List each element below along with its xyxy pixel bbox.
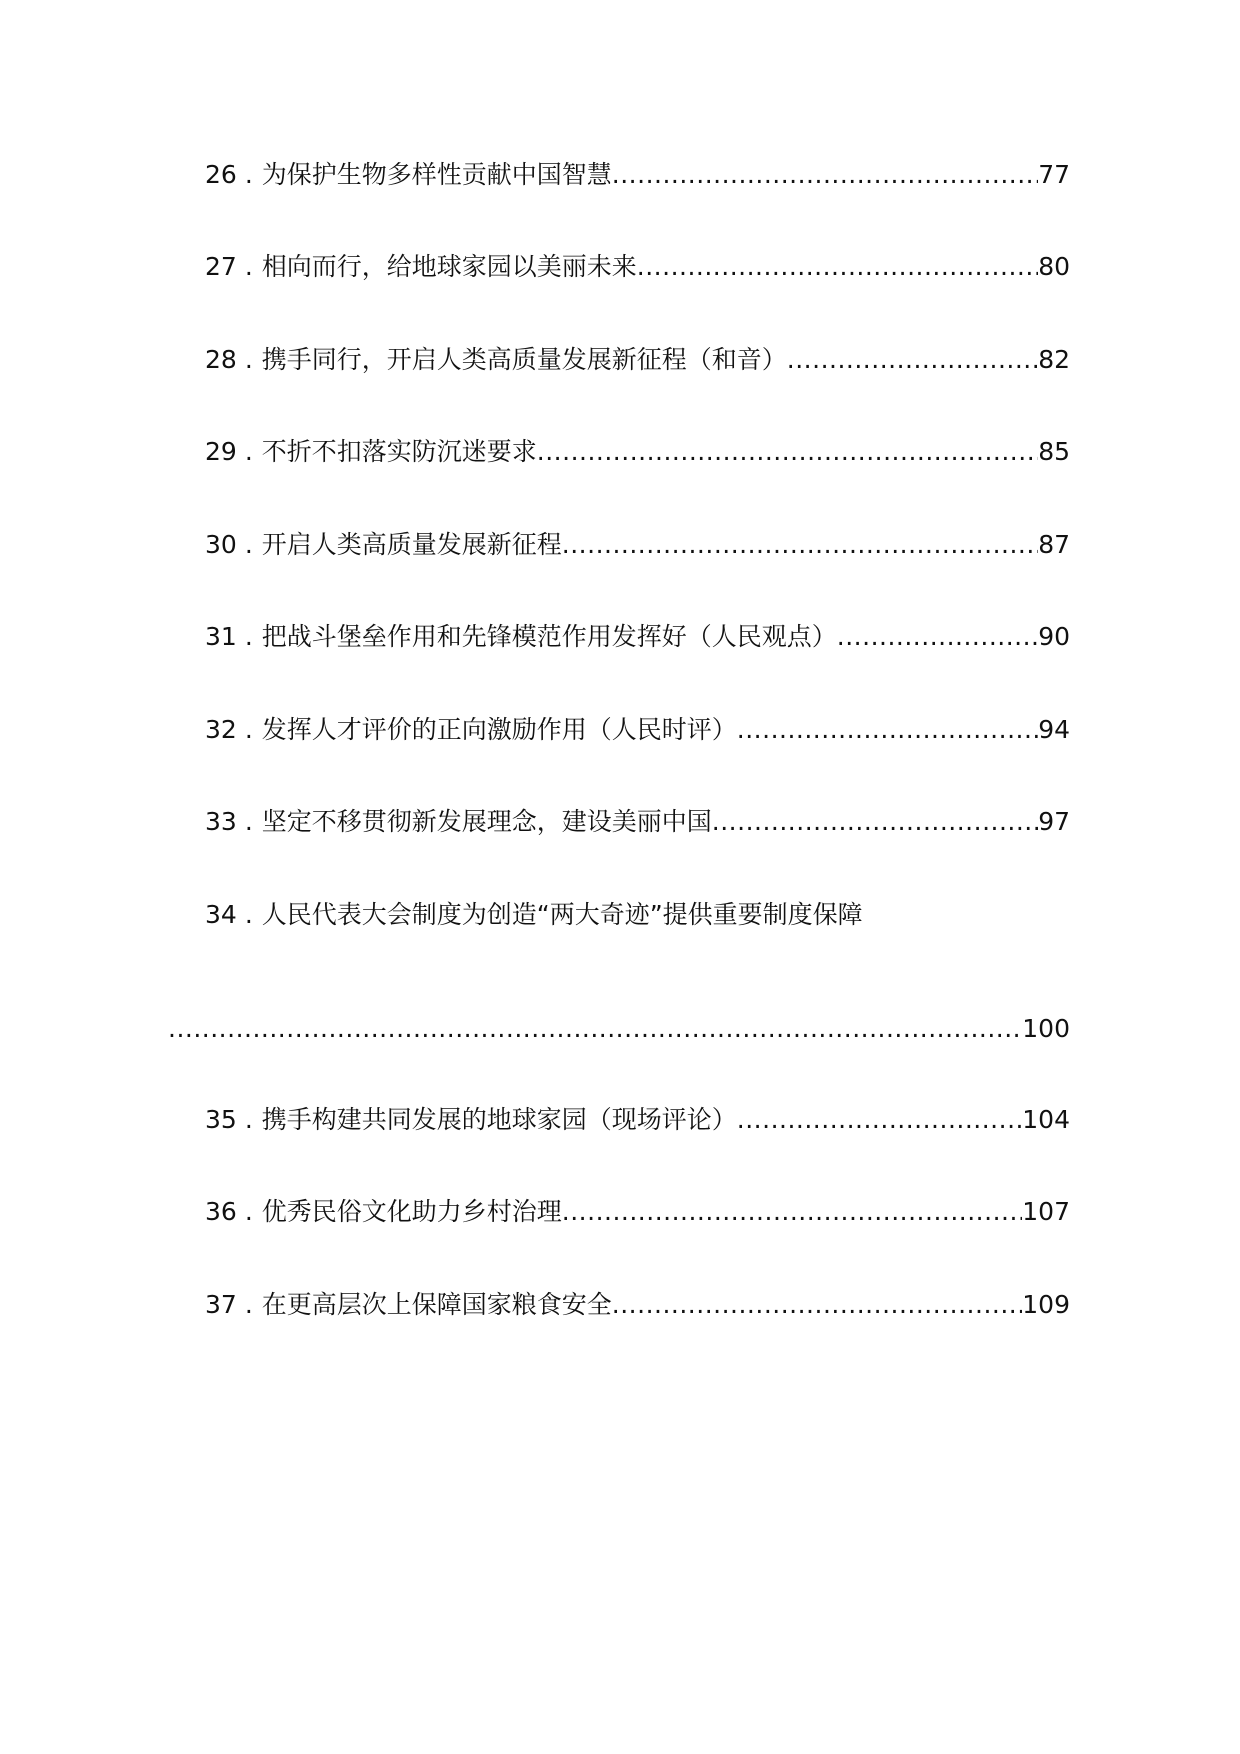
entry-title: 发挥人才评价的正向激励作用（人民时评）: [261, 715, 737, 744]
entry-number: 37: [205, 1290, 237, 1319]
entry-title: 在更高层次上保障国家粮食安全: [261, 1290, 612, 1319]
entry-page-number: 109: [1022, 1290, 1070, 1319]
dot-leader: [537, 432, 1038, 472]
entry-number: 36: [205, 1197, 237, 1226]
entry-title: 坚定不移贯彻新发展理念，建设美丽中国: [261, 807, 712, 836]
entry-separator: .: [244, 1197, 253, 1226]
entry-number: 35: [205, 1105, 237, 1134]
toc-entry-31[interactable]: [205, 617, 1070, 657]
entry-page-number: 104: [1022, 1105, 1070, 1134]
entry-title: 开启人类高质量发展新征程: [261, 530, 562, 559]
entry-separator: .: [244, 622, 253, 651]
entry-separator: .: [244, 1290, 253, 1319]
entry-number: 30: [205, 530, 237, 559]
entry-page-number: 100: [1022, 1014, 1070, 1043]
entry-page-number: 94: [1038, 715, 1070, 744]
dot-leader: [637, 247, 1038, 287]
dot-leader: [737, 1100, 1023, 1140]
toc-entry-35[interactable]: [205, 1100, 1070, 1140]
toc-entry-28[interactable]: [205, 340, 1070, 380]
dot-leader: [837, 617, 1038, 657]
toc-entry-33[interactable]: [205, 802, 1070, 842]
entry-page-number: 82: [1038, 345, 1070, 374]
toc-entry-34-continuation[interactable]: [168, 1009, 1070, 1049]
entry-title: 相向而行，给地球家园以美丽未来: [261, 252, 637, 281]
entry-title: 优秀民俗文化助力乡村治理: [261, 1197, 562, 1226]
entry-title: 携手同行，开启人类高质量发展新征程（和音）: [261, 345, 787, 374]
entry-page-number: 80: [1038, 252, 1070, 281]
dot-leader: [737, 710, 1038, 750]
entry-title: 把战斗堡垒作用和先锋模范作用发挥好（人民观点）: [261, 622, 837, 651]
dot-leader: [712, 802, 1038, 842]
entry-page-number: 107: [1022, 1197, 1070, 1226]
dot-leader: [168, 1009, 1022, 1049]
toc-entry-27[interactable]: [205, 247, 1070, 287]
entry-number: 32: [205, 715, 237, 744]
entry-title: 不折不扣落实防沉迷要求: [261, 437, 537, 466]
entry-separator: .: [244, 900, 253, 929]
toc-entry-34[interactable]: [205, 895, 1070, 935]
entry-page-number: 77: [1038, 160, 1070, 189]
toc-entry-26[interactable]: [205, 155, 1070, 195]
entry-page-number: 85: [1038, 437, 1070, 466]
toc-entry-29[interactable]: [205, 432, 1070, 472]
entry-separator: .: [244, 252, 253, 281]
toc-entry-32[interactable]: [205, 710, 1070, 750]
entry-page-number: 97: [1038, 807, 1070, 836]
entry-separator: .: [244, 345, 253, 374]
entry-separator: .: [244, 530, 253, 559]
entry-page-number: 90: [1038, 622, 1070, 651]
entry-separator: .: [244, 715, 253, 744]
entry-number: 31: [205, 622, 237, 651]
entry-number: 27: [205, 252, 237, 281]
entry-title: 为保护生物多样性贡献中国智慧: [261, 160, 612, 189]
entry-separator: .: [244, 807, 253, 836]
entry-separator: .: [244, 437, 253, 466]
entry-separator: .: [244, 160, 253, 189]
dot-leader: [562, 1192, 1023, 1232]
dot-leader: [787, 340, 1038, 380]
entry-number: 29: [205, 437, 237, 466]
entry-separator: .: [244, 1105, 253, 1134]
entry-page-number: 87: [1038, 530, 1070, 559]
toc-entry-37[interactable]: [205, 1285, 1070, 1325]
entry-title: 人民代表大会制度为创造“两大奇迹”提供重要制度保障: [261, 900, 863, 929]
entry-number: 34: [205, 900, 237, 929]
dot-leader: [562, 525, 1038, 565]
entry-number: 26: [205, 160, 237, 189]
toc-entry-36[interactable]: [205, 1192, 1070, 1232]
entry-number: 28: [205, 345, 237, 374]
dot-leader: [612, 155, 1038, 195]
entry-title: 携手构建共同发展的地球家园（现场评论）: [261, 1105, 737, 1134]
dot-leader: [612, 1285, 1023, 1325]
entry-number: 33: [205, 807, 237, 836]
toc-entry-30[interactable]: [205, 525, 1070, 565]
